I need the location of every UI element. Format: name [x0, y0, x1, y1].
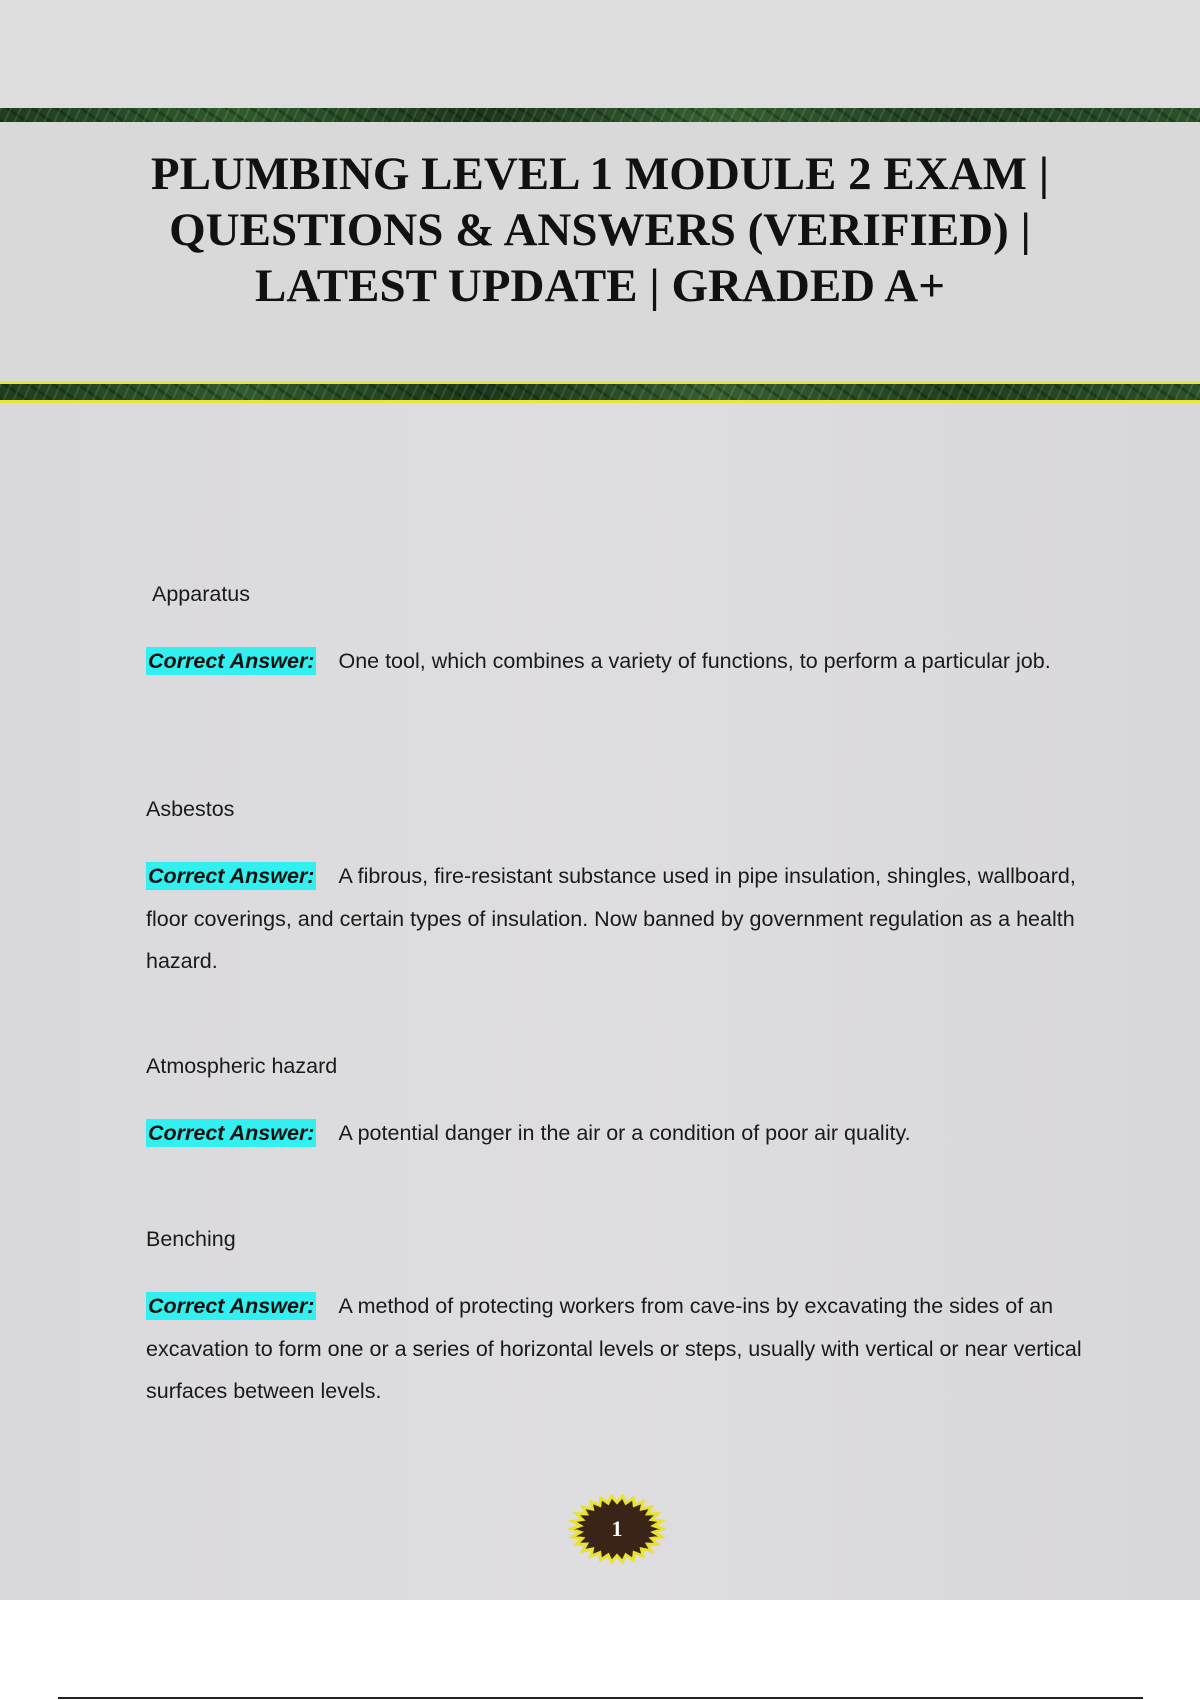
answer-text: One tool, which combines a variety of functions, to perform a particular job.	[338, 649, 1051, 673]
correct-answer-label: Correct Answer:	[148, 1294, 315, 1318]
next-page-rule	[58, 1697, 1143, 1699]
term: Atmospheric hazard	[146, 1054, 338, 1078]
answer	[146, 1285, 1086, 1413]
answer	[146, 1112, 1086, 1155]
answer	[146, 855, 1086, 983]
correct-answer-label: Correct Answer:	[148, 864, 315, 888]
term: Apparatus	[152, 582, 251, 606]
term: Benching	[146, 1227, 236, 1251]
correct-answer-label: Correct Answer:	[148, 1121, 315, 1145]
page-number: 1	[611, 1516, 623, 1541]
correct-answer-label: Correct Answer:	[148, 649, 315, 673]
page-number-badge	[568, 1494, 666, 1564]
term: Asbestos	[146, 797, 235, 821]
answer-text: A method of protecting workers from cave-ins by excavating the sides of an excavation to form one or a series of horizontal levels or steps, usually with vertical or near vertical surfaces between levels.	[146, 1294, 1082, 1403]
answer-text: A potential danger in the air or a condition of poor air quality.	[338, 1121, 911, 1145]
title-area	[0, 122, 1200, 381]
answer	[146, 640, 1086, 683]
header-top-bar	[0, 108, 1200, 122]
page-top-margin	[0, 0, 1200, 108]
document-title: PLUMBING LEVEL 1 MODULE 2 EXAM | QUESTIONS & ANSWERS (VERIFIED) | LATEST UPDATE | GRADED A+	[150, 148, 1050, 312]
answer-text: A fibrous, fire-resistant substance used in pipe insulation, shingles, wallboard, floor coverings, and certain types of insulation. Now banned by government regulation as a health hazard.	[146, 864, 1076, 973]
header-bottom-bar	[0, 381, 1200, 403]
